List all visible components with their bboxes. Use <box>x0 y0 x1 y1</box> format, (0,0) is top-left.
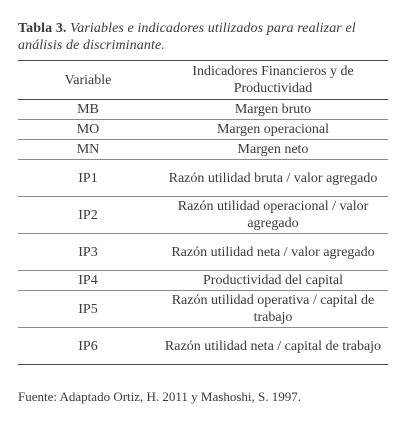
cell-indicator: Margen neto <box>158 140 388 160</box>
table-row <box>18 160 388 197</box>
table-row <box>18 120 388 140</box>
indicators-table <box>18 60 388 365</box>
table-row <box>18 234 388 271</box>
table-row <box>18 291 388 328</box>
table-row <box>18 140 388 160</box>
cell-variable: MN <box>18 140 158 160</box>
cell-variable: MO <box>18 120 158 140</box>
cell-variable: IP6 <box>18 328 158 365</box>
header-indicators: Indicadores Financieros y de Productividad <box>158 61 388 100</box>
caption-title: Variables e indicadores utilizados para realizar el análisis de discriminante. <box>18 21 356 53</box>
cell-variable: IP5 <box>18 291 158 328</box>
cell-variable: IP3 <box>18 234 158 271</box>
cell-variable: IP1 <box>18 160 158 197</box>
table-caption <box>18 20 388 54</box>
cell-indicator: Razón utilidad operativa / capital de trabajo <box>158 291 388 328</box>
table-row <box>18 100 388 120</box>
cell-indicator: Productividad del capital <box>158 271 388 291</box>
table-row <box>18 271 388 291</box>
cell-variable: MB <box>18 100 158 120</box>
cell-variable: IP4 <box>18 271 158 291</box>
table-row <box>18 197 388 234</box>
table-source-note: Fuente: Adaptado Ortiz, H. 2011 y Mashoshi, S. 1997. <box>18 389 301 404</box>
caption-label: Tabla 3. <box>18 21 67 36</box>
table-row <box>18 328 388 365</box>
cell-indicator: Margen operacional <box>158 120 388 140</box>
cell-indicator: Razón utilidad neta / capital de trabajo <box>158 328 388 365</box>
header-variable: Variable <box>18 61 158 100</box>
cell-indicator: Razón utilidad operacional / valor agregado <box>158 197 388 234</box>
cell-variable: IP2 <box>18 197 158 234</box>
cell-indicator: Razón utilidad neta / valor agregado <box>158 234 388 271</box>
table-header-row <box>18 61 388 100</box>
cell-indicator: Margen bruto <box>158 100 388 120</box>
cell-indicator: Razón utilidad bruta / valor agregado <box>158 160 388 197</box>
